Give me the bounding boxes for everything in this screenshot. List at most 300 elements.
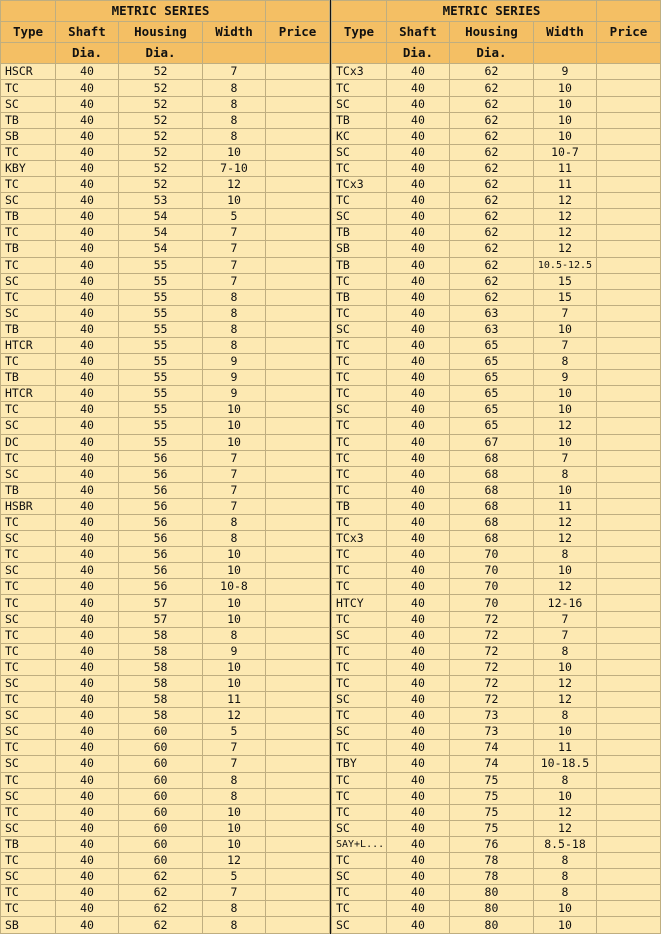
cell-price — [266, 643, 330, 659]
cell-width: 12 — [533, 241, 596, 257]
cell-type: TC — [1, 354, 56, 370]
cell-shaft-dia: 40 — [56, 96, 119, 112]
cell-shaft-dia: 40 — [56, 386, 119, 402]
cell-price — [597, 305, 661, 321]
cell-price — [597, 547, 661, 563]
cell-width: 8 — [533, 772, 596, 788]
cell-width: 10 — [203, 547, 266, 563]
cell-housing-dia: 60 — [119, 820, 203, 836]
cell-width: 8 — [203, 772, 266, 788]
cell-type: SC — [1, 820, 56, 836]
cell-type: TC — [331, 659, 386, 675]
cell-width: 7 — [533, 305, 596, 321]
cell-housing-dia: 68 — [449, 450, 533, 466]
table-row — [1, 579, 330, 595]
cell-housing-dia: 55 — [119, 418, 203, 434]
table-row — [1, 337, 330, 353]
cell-shaft-dia: 40 — [56, 901, 119, 917]
table-row — [331, 675, 660, 691]
cell-width: 8 — [203, 112, 266, 128]
header-blank-cell — [597, 43, 661, 64]
cell-type: KBY — [1, 160, 56, 176]
cell-shaft-dia: 40 — [386, 418, 449, 434]
cell-type: TC — [331, 611, 386, 627]
cell-housing-dia: 78 — [449, 869, 533, 885]
cell-housing-dia: 58 — [119, 659, 203, 675]
table-row — [331, 225, 660, 241]
cell-width: 8 — [203, 788, 266, 804]
cell-housing-dia: 56 — [119, 498, 203, 514]
cell-housing-dia: 55 — [119, 337, 203, 353]
right-metric-table — [331, 0, 661, 934]
cell-width: 10 — [533, 321, 596, 337]
cell-type: TC — [331, 804, 386, 820]
cell-shaft-dia: 40 — [386, 885, 449, 901]
table-row — [331, 515, 660, 531]
cell-type: TC — [1, 257, 56, 273]
cell-price — [597, 418, 661, 434]
col-header-housing-dia: Dia. — [449, 43, 533, 64]
cell-type: TC — [331, 354, 386, 370]
cell-type: HTCR — [1, 337, 56, 353]
cell-price — [597, 820, 661, 836]
cell-shaft-dia: 40 — [56, 160, 119, 176]
cell-price — [597, 273, 661, 289]
table-row — [1, 595, 330, 611]
cell-type: HTCR — [1, 386, 56, 402]
cell-shaft-dia: 40 — [386, 434, 449, 450]
table-row — [331, 321, 660, 337]
cell-housing-dia: 72 — [449, 675, 533, 691]
cell-price — [266, 289, 330, 305]
header-blank-cell — [266, 43, 330, 64]
cell-price — [597, 675, 661, 691]
col-header-shaft-dia: Dia. — [386, 43, 449, 64]
cell-housing-dia: 62 — [449, 96, 533, 112]
cell-shaft-dia: 40 — [56, 64, 119, 80]
cell-shaft-dia: 40 — [386, 836, 449, 852]
cell-housing-dia: 62 — [449, 144, 533, 160]
cell-width: 10.5-12.5 — [533, 257, 596, 273]
cell-housing-dia: 62 — [449, 241, 533, 257]
cell-housing-dia: 70 — [449, 547, 533, 563]
cell-housing-dia: 74 — [449, 740, 533, 756]
cell-price — [266, 740, 330, 756]
cell-width: 12 — [533, 515, 596, 531]
cell-shaft-dia: 40 — [386, 675, 449, 691]
cell-price — [597, 128, 661, 144]
col-header-price: Price — [266, 22, 330, 43]
cell-type: HTCY — [331, 595, 386, 611]
cell-price — [597, 659, 661, 675]
table-row — [331, 579, 660, 595]
cell-width: 8.5-18 — [533, 836, 596, 852]
cell-housing-dia: 62 — [449, 64, 533, 80]
col-header-type: Type — [331, 22, 386, 43]
table-row — [1, 434, 330, 450]
cell-type: TB — [331, 257, 386, 273]
cell-type: TC — [331, 515, 386, 531]
cell-type: TB — [1, 241, 56, 257]
cell-price — [266, 64, 330, 80]
cell-housing-dia: 58 — [119, 627, 203, 643]
table-row — [1, 531, 330, 547]
cell-type: TC — [331, 563, 386, 579]
cell-width: 10 — [203, 836, 266, 852]
cell-housing-dia: 55 — [119, 370, 203, 386]
cell-housing-dia: 62 — [119, 885, 203, 901]
cell-shaft-dia: 40 — [386, 193, 449, 209]
cell-housing-dia: 54 — [119, 241, 203, 257]
cell-shaft-dia: 40 — [56, 370, 119, 386]
cell-type: SC — [1, 273, 56, 289]
table-row — [331, 209, 660, 225]
cell-type: TC — [331, 386, 386, 402]
table-row — [1, 128, 330, 144]
cell-price — [266, 96, 330, 112]
cell-shaft-dia: 40 — [386, 257, 449, 273]
cell-housing-dia: 62 — [449, 225, 533, 241]
table-row — [331, 434, 660, 450]
table-row — [1, 96, 330, 112]
cell-housing-dia: 52 — [119, 177, 203, 193]
cell-type: TCx3 — [331, 531, 386, 547]
cell-width: 10 — [203, 563, 266, 579]
cell-price — [597, 193, 661, 209]
cell-width: 7 — [203, 257, 266, 273]
table-row — [331, 193, 660, 209]
cell-price — [266, 595, 330, 611]
cell-housing-dia: 58 — [119, 692, 203, 708]
cell-width: 7 — [203, 450, 266, 466]
cell-type: TB — [1, 321, 56, 337]
left-metric-table — [0, 0, 330, 934]
col-header-housing: Housing — [119, 22, 203, 43]
cell-price — [597, 482, 661, 498]
cell-price — [266, 772, 330, 788]
cell-shaft-dia: 40 — [386, 466, 449, 482]
header-row-dia — [1, 43, 330, 64]
cell-price — [266, 354, 330, 370]
cell-housing-dia: 62 — [119, 869, 203, 885]
cell-type: TC — [1, 225, 56, 241]
cell-type: SC — [1, 756, 56, 772]
cell-type: SC — [1, 563, 56, 579]
cell-shaft-dia: 40 — [386, 354, 449, 370]
cell-type: SC — [1, 466, 56, 482]
cell-shaft-dia: 40 — [56, 466, 119, 482]
cell-price — [266, 209, 330, 225]
cell-shaft-dia: 40 — [386, 740, 449, 756]
cell-width: 7-10 — [203, 160, 266, 176]
cell-price — [597, 466, 661, 482]
cell-type: TC — [331, 337, 386, 353]
cell-type: SC — [331, 627, 386, 643]
cell-shaft-dia: 40 — [386, 547, 449, 563]
table-row — [1, 177, 330, 193]
cell-shaft-dia: 40 — [386, 595, 449, 611]
cell-shaft-dia: 40 — [56, 869, 119, 885]
cell-type: TC — [1, 144, 56, 160]
cell-price — [266, 434, 330, 450]
cell-housing-dia: 68 — [449, 466, 533, 482]
cell-type: TC — [331, 788, 386, 804]
cell-type: SC — [1, 531, 56, 547]
cell-width: 12 — [533, 209, 596, 225]
cell-type: TC — [1, 547, 56, 563]
cell-shaft-dia: 40 — [56, 675, 119, 691]
table-row — [1, 273, 330, 289]
cell-width: 12 — [203, 852, 266, 868]
cell-type: TC — [1, 740, 56, 756]
cell-price — [266, 466, 330, 482]
table-row — [1, 354, 330, 370]
table-row — [331, 643, 660, 659]
cell-width: 12 — [533, 804, 596, 820]
cell-price — [266, 659, 330, 675]
table-row — [1, 627, 330, 643]
table-row — [1, 547, 330, 563]
cell-type: SC — [331, 869, 386, 885]
cell-housing-dia: 55 — [119, 305, 203, 321]
cell-type: TB — [1, 836, 56, 852]
cell-width: 12 — [533, 692, 596, 708]
table-row — [331, 627, 660, 643]
cell-type: SAY+L... — [331, 836, 386, 852]
cell-width: 10 — [203, 193, 266, 209]
cell-price — [597, 257, 661, 273]
cell-housing-dia: 65 — [449, 418, 533, 434]
table-row — [331, 692, 660, 708]
cell-shaft-dia: 40 — [386, 128, 449, 144]
table-row — [331, 160, 660, 176]
cell-price — [266, 611, 330, 627]
cell-width: 10 — [203, 820, 266, 836]
cell-shaft-dia: 40 — [386, 144, 449, 160]
cell-housing-dia: 72 — [449, 659, 533, 675]
cell-shaft-dia: 40 — [56, 241, 119, 257]
cell-shaft-dia: 40 — [56, 257, 119, 273]
cell-shaft-dia: 40 — [386, 804, 449, 820]
cell-type: SB — [331, 241, 386, 257]
cell-price — [597, 241, 661, 257]
cell-width: 10 — [203, 434, 266, 450]
cell-housing-dia: 80 — [449, 917, 533, 934]
cell-housing-dia: 56 — [119, 563, 203, 579]
cell-width: 12 — [533, 531, 596, 547]
cell-type: TC — [331, 450, 386, 466]
header-blank-cell — [1, 1, 56, 22]
table-row — [331, 917, 660, 934]
cell-price — [597, 515, 661, 531]
cell-width: 12 — [533, 675, 596, 691]
cell-shaft-dia: 40 — [56, 611, 119, 627]
cell-type: TC — [1, 901, 56, 917]
table-row — [1, 788, 330, 804]
cell-width: 10 — [203, 595, 266, 611]
table-row — [1, 563, 330, 579]
cell-type: TC — [1, 595, 56, 611]
cell-price — [266, 547, 330, 563]
cell-shaft-dia: 40 — [386, 498, 449, 514]
table-row — [331, 96, 660, 112]
cell-width: 7 — [203, 273, 266, 289]
cell-shaft-dia: 40 — [56, 885, 119, 901]
cell-width: 8 — [203, 337, 266, 353]
cell-shaft-dia: 40 — [56, 627, 119, 643]
cell-housing-dia: 56 — [119, 450, 203, 466]
cell-housing-dia: 55 — [119, 289, 203, 305]
cell-width: 11 — [533, 160, 596, 176]
table-row — [331, 80, 660, 96]
cell-housing-dia: 80 — [449, 901, 533, 917]
cell-shaft-dia: 40 — [386, 772, 449, 788]
table-row — [331, 289, 660, 305]
cell-housing-dia: 58 — [119, 675, 203, 691]
cell-price — [266, 708, 330, 724]
table-row — [1, 450, 330, 466]
table-row — [1, 225, 330, 241]
cell-shaft-dia: 40 — [56, 595, 119, 611]
table-row — [331, 144, 660, 160]
header-blank-cell — [1, 43, 56, 64]
cell-shaft-dia: 40 — [56, 788, 119, 804]
cell-type: SB — [1, 917, 56, 934]
table-row — [1, 659, 330, 675]
table-row — [331, 804, 660, 820]
cell-width: 8 — [203, 289, 266, 305]
cell-housing-dia: 63 — [449, 321, 533, 337]
cell-type: TC — [1, 772, 56, 788]
header-row-labels — [1, 22, 330, 43]
cell-type: SC — [1, 675, 56, 691]
cell-price — [597, 852, 661, 868]
table-row — [1, 386, 330, 402]
cell-housing-dia: 62 — [449, 112, 533, 128]
cell-shaft-dia: 40 — [386, 563, 449, 579]
cell-price — [597, 917, 661, 934]
cell-width: 7 — [203, 740, 266, 756]
cell-housing-dia: 54 — [119, 225, 203, 241]
cell-housing-dia: 60 — [119, 724, 203, 740]
cell-housing-dia: 68 — [449, 498, 533, 514]
cell-type: HSBR — [1, 498, 56, 514]
cell-housing-dia: 60 — [119, 836, 203, 852]
cell-housing-dia: 55 — [119, 354, 203, 370]
cell-width: 8 — [203, 128, 266, 144]
cell-width: 8 — [203, 305, 266, 321]
table-row — [331, 466, 660, 482]
cell-price — [597, 788, 661, 804]
cell-width: 10 — [203, 675, 266, 691]
cell-type: TC — [1, 627, 56, 643]
cell-width: 8 — [533, 354, 596, 370]
header-row-title — [1, 1, 330, 22]
cell-shaft-dia: 40 — [56, 724, 119, 740]
cell-shaft-dia: 40 — [386, 305, 449, 321]
table-row — [1, 675, 330, 691]
table-row — [331, 885, 660, 901]
table-row — [331, 611, 660, 627]
table-row — [331, 402, 660, 418]
cell-price — [266, 273, 330, 289]
cell-housing-dia: 68 — [449, 482, 533, 498]
cell-shaft-dia: 40 — [56, 708, 119, 724]
cell-housing-dia: 75 — [449, 804, 533, 820]
cell-shaft-dia: 40 — [386, 692, 449, 708]
cell-price — [266, 498, 330, 514]
col-header-width: Width — [533, 22, 596, 43]
cell-width: 10 — [533, 112, 596, 128]
cell-shaft-dia: 40 — [386, 611, 449, 627]
cell-type: TC — [1, 579, 56, 595]
cell-housing-dia: 65 — [449, 354, 533, 370]
cell-width: 8 — [533, 869, 596, 885]
cell-type: SC — [1, 418, 56, 434]
cell-price — [266, 563, 330, 579]
cell-price — [597, 80, 661, 96]
col-header-shaft-dia: Dia. — [56, 43, 119, 64]
cell-type: TC — [331, 740, 386, 756]
cell-width: 10 — [533, 563, 596, 579]
metric-series-title: METRIC SERIES — [386, 1, 596, 22]
cell-type: TCx3 — [331, 64, 386, 80]
cell-shaft-dia: 40 — [386, 917, 449, 934]
cell-housing-dia: 75 — [449, 772, 533, 788]
cell-type: TC — [1, 515, 56, 531]
cell-shaft-dia: 40 — [56, 144, 119, 160]
cell-type: TC — [331, 772, 386, 788]
cell-price — [597, 177, 661, 193]
table-row — [1, 756, 330, 772]
table-row — [1, 321, 330, 337]
cell-type: TC — [331, 579, 386, 595]
cell-shaft-dia: 40 — [56, 402, 119, 418]
cell-price — [266, 450, 330, 466]
table-row — [1, 418, 330, 434]
cell-housing-dia: 56 — [119, 515, 203, 531]
cell-price — [597, 643, 661, 659]
cell-width: 8 — [203, 531, 266, 547]
cell-shaft-dia: 40 — [386, 386, 449, 402]
cell-type: TB — [331, 225, 386, 241]
cell-housing-dia: 60 — [119, 756, 203, 772]
cell-shaft-dia: 40 — [56, 547, 119, 563]
cell-shaft-dia: 40 — [56, 305, 119, 321]
cell-width: 11 — [533, 498, 596, 514]
cell-shaft-dia: 40 — [386, 112, 449, 128]
header-blank-cell — [597, 1, 661, 22]
table-row — [331, 370, 660, 386]
cell-width: 9 — [203, 643, 266, 659]
cell-type: TC — [1, 177, 56, 193]
cell-shaft-dia: 40 — [386, 96, 449, 112]
cell-type: TB — [1, 482, 56, 498]
cell-width: 8 — [203, 627, 266, 643]
table-row — [331, 901, 660, 917]
cell-housing-dia: 56 — [119, 547, 203, 563]
cell-type: SC — [1, 305, 56, 321]
table-row — [1, 772, 330, 788]
cell-type: TC — [331, 466, 386, 482]
cell-type: TC — [1, 402, 56, 418]
cell-shaft-dia: 40 — [56, 579, 119, 595]
cell-width: 9 — [203, 354, 266, 370]
cell-type: TC — [1, 885, 56, 901]
table-row — [331, 547, 660, 563]
cell-price — [597, 498, 661, 514]
cell-type: TC — [331, 643, 386, 659]
